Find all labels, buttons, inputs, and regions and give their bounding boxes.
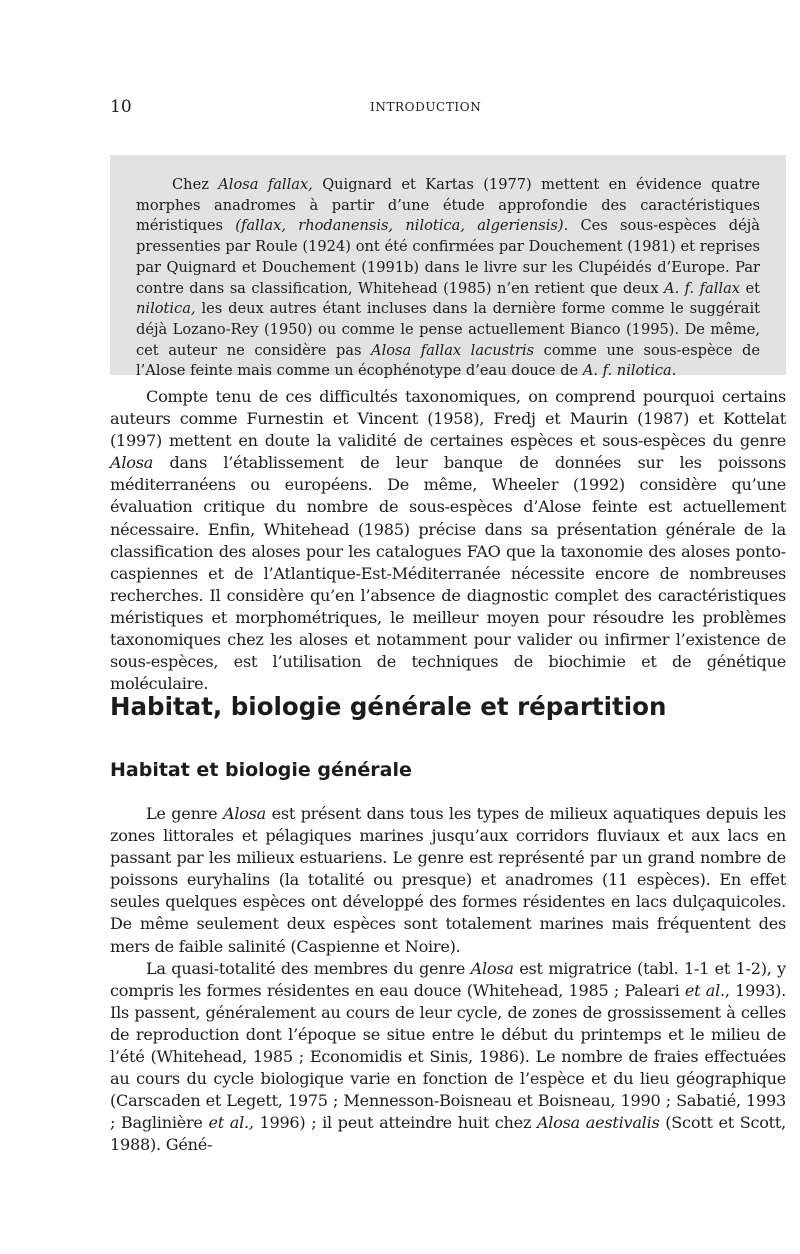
box-text: Ces sous-espèces déjà pressenties par Roule (1924) ont été confirmées par Douchement (1981) et reprises par Quignard et Douchement (1991b) dans le livre sur les Clupéidés d’Europe. Par contre dans sa classification, Whitehead (1985) n’en retient que deux bbox=[136, 217, 760, 297]
paragraph-italic: Alosa bbox=[470, 958, 514, 978]
paragraph-taxonomy bbox=[110, 386, 786, 695]
box-italic: Alosa fallax, bbox=[218, 176, 313, 193]
paragraph bbox=[110, 803, 786, 958]
box-italic: A. f. fallax bbox=[664, 279, 741, 297]
box-text: comme une sous-espèce de l’Alose feinte mais comme un écophénotype d’eau douce de bbox=[136, 341, 760, 380]
paragraph-text: 1996) ; il peut atteindre huit chez bbox=[253, 1113, 537, 1133]
paragraph bbox=[110, 958, 786, 1157]
page-header bbox=[110, 97, 786, 121]
paragraph-habitat bbox=[110, 803, 786, 1157]
box-italic: A. f. nilotica. bbox=[582, 362, 677, 380]
paragraph-text: Le genre bbox=[146, 804, 223, 823]
paragraph-italic: Alosa bbox=[222, 804, 267, 823]
paragraph-italic: et al., bbox=[208, 1113, 254, 1133]
shaded-box bbox=[110, 155, 786, 380]
paragraph-text: Compte tenu de ces difficultés taxonomiques, on comprend pourquoi certains auteurs comme Furnestin et Vincent (1958), Fredj et Maurin (1987) et Kottelat (1997) mettent en doute la validité de certaines espèces et sous-espèces du genre bbox=[110, 387, 786, 451]
paragraph-text: est migratrice (tabl. 1-1 et 1-2), y compris les formes résidentes en eau douce (Whitehead, 1985 ; Paleari bbox=[110, 958, 787, 1000]
paragraph-text: est présent dans tous les types de milieux aquatiques depuis les zones littorales et pélagiques marines jusqu’aux corridors fluviaux et aux lacs en passant par les milieux estuariens. Le genre est représenté par un grand nombre de poissons euryhalins (la totalité ou presque) et anadromes (11 espèces). En effet seules quelques espèces ont développé des formes résidentes en lacs dulçaquicoles. De même seulement deux espèces sont totalement marines mais fréquentent des mers de faible salinité (Caspienne et Noire). bbox=[110, 804, 786, 956]
page-number: 10 bbox=[110, 97, 132, 117]
paragraph-text: (Scott et Scott, 1988). Géné- bbox=[110, 1113, 786, 1155]
section-heading: Habitat, biologie générale et répartition bbox=[110, 692, 667, 721]
box-paragraph bbox=[136, 175, 760, 382]
paragraph-italic: Alosa bbox=[110, 453, 154, 473]
paragraph-text: dans l’établissement de leur banque de données sur les poissons méditerranéens ou européens. De même, Wheeler (1992) considère qu’une évaluation critique du nombre de sous-espèces d’Alose feinte est actuellement nécessaire. Enfin, Whitehead (1985) précise dans sa présentation générale de la classification des aloses pour les catalogues FAO que la taxonomie des aloses ponto-caspiennes et de l’Atlantique-Est-Méditerranée nécessite encore de nombreuses recherches. Il considère qu’en l’absence de diagnostic complet des caractéristiques méristiques et morphométriques, le meilleur moyen pour résoudre les problèmes taxonomiques chez les aloses et notamment pour valider ou infirmer l’existence de sous-espèces, est l’utilisation de techniques de biochimie et de génétique moléculaire. bbox=[110, 453, 786, 694]
running-head: INTRODUCTION bbox=[370, 100, 482, 114]
box-text: les deux autres étant incluses dans la dernière forme comme le suggérait déjà Lozano-Rey (1950) ou comme le pense actuellement Bianco (1995). De même, cet auteur ne considère pas bbox=[136, 300, 760, 359]
box-text: Chez bbox=[172, 176, 219, 193]
box-italic: nilotica, bbox=[136, 300, 196, 318]
paragraph bbox=[110, 386, 786, 695]
paragraph-italic: Alosa aestivalis bbox=[536, 1113, 660, 1133]
box-text: et bbox=[740, 279, 760, 297]
box-text: Quignard et Kartas (1977) mettent en évidence quatre morphes anadromes à partir d’une étude approfondie des caractéristiques méristiques bbox=[136, 176, 760, 235]
box-italic: Alosa fallax lacustris bbox=[371, 341, 535, 359]
paragraph-text: La quasi-totalité des membres du genre bbox=[146, 958, 471, 978]
paragraph-italic: et al. bbox=[684, 980, 725, 1000]
paragraph-text: , 1993). Ils passent, généralement au cours de leur cycle, de zones de grossissement à celles de reproduction dont l’époque se situe entre le début du printemps et le milieu de l’été (Whitehead, 1985 ; Economidis et Sinis, 1986). Le nombre de fraies effectuées au cours du cycle biologique varie en fonction de l’espèce et du lieu géographique (Carscaden et Legett, 1975 ; Mennesson-Boisneau et Boisneau, 1990 ; Sabatié, 1993 ; Baglinière bbox=[110, 980, 786, 1133]
box-italic: (fallax, rhodanensis, nilotica, algeriensis). bbox=[235, 217, 569, 235]
subsection-heading: Habitat et biologie générale bbox=[110, 759, 412, 781]
